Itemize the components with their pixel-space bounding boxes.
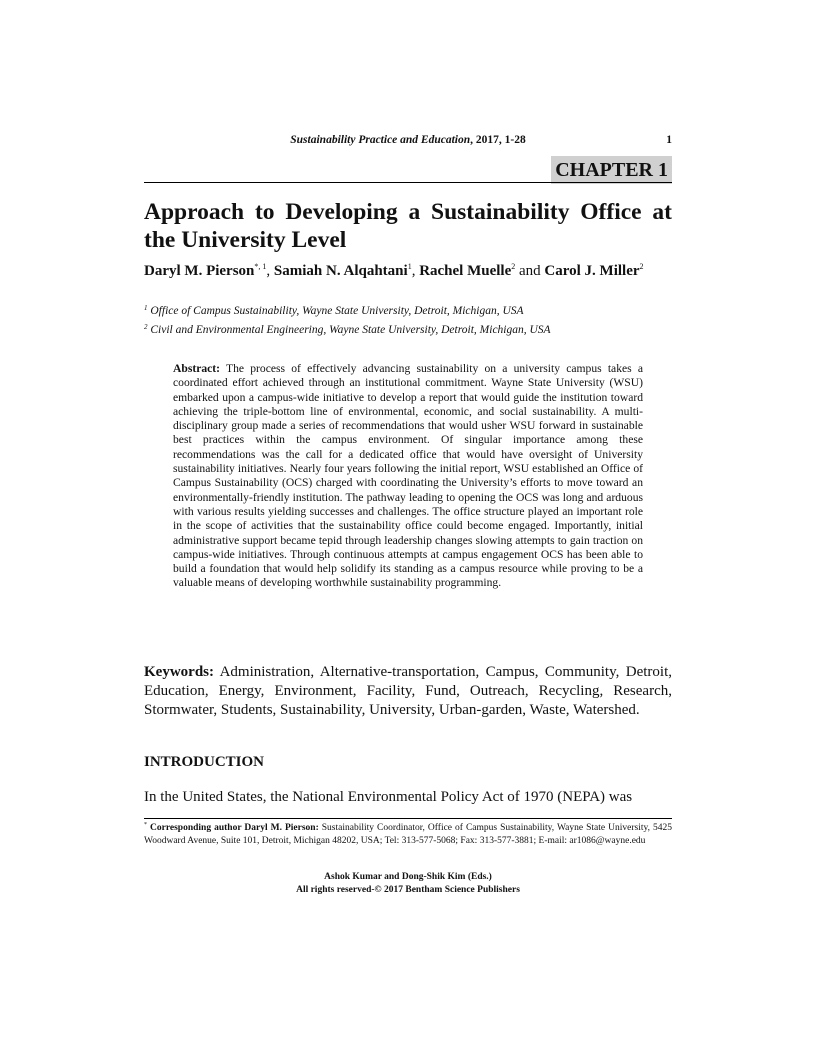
author-affiliation-mark: 2 <box>511 262 516 271</box>
affiliation <box>144 324 672 336</box>
footnote-label: Corresponding author Daryl M. Pierson: <box>150 823 319 833</box>
journal-citation <box>144 134 672 146</box>
rights-notice: All rights reserved-© 2017 Bentham Science Publishers <box>296 884 520 895</box>
affiliation <box>144 305 672 317</box>
author-name: Daryl M. Pierson <box>144 263 255 279</box>
publisher-info <box>144 871 672 896</box>
author-name: Rachel Muelle <box>419 263 512 279</box>
author-affiliation-mark: 2 <box>639 262 644 271</box>
author-separator: , <box>266 263 274 279</box>
abstract <box>173 362 643 591</box>
section-heading: INTRODUCTION <box>144 754 265 770</box>
page-number: 1 <box>666 134 672 146</box>
journal-name: Sustainability Practice and Education <box>290 134 471 146</box>
paper-title: Approach to Developing a Sustainability Office at the University Level <box>144 199 672 253</box>
keywords <box>144 663 672 720</box>
keywords-label: Keywords: <box>144 664 214 680</box>
footnote-mark: * <box>144 822 147 828</box>
abstract-label: Abstract: <box>173 362 221 375</box>
affiliation-mark: 2 <box>144 323 148 331</box>
body-paragraph: In the United States, the National Environmental Policy Act of 1970 (NEPA) was <box>144 789 633 805</box>
affiliation-text: Office of Campus Sustainability, Wayne State University, Detroit, Michigan, USA <box>150 305 524 317</box>
footnote-divider <box>144 818 672 819</box>
author-list <box>144 262 672 280</box>
editors: Ashok Kumar and Dong-Shik Kim (Eds.) <box>324 872 492 882</box>
affiliation-text: Civil and Environmental Engineering, Wayne State University, Detroit, Michigan, USA <box>150 324 551 336</box>
footnote-text: Sustainability Coordinator, Office of Campus Sustainability, Wayne State University, 5425 Woodward Avenue, Suite 101, Detroit, Michigan 48202, USA; Tel: 313-577-5068; Fax: 313-577-3881; E-mail: ar1086@wayne.edu <box>144 823 672 846</box>
affiliation-mark: 1 <box>144 304 148 312</box>
author-name: Samiah N. Alqahtani <box>273 263 408 279</box>
abstract-text: The process of effectively advancing sustainability on a university campus takes a coordinated effort achieved through an institutional commitment. Wayne State University (WSU) embarked upon a campus-wide initiative to develop a report that would guide the institution toward achieving the triple-bottom line of environmental, economic, and social sustainability. A multi-disciplinary group made a series of recommendations that would usher WSU forward in sustainable best practices within the campus environment. Of singular importance among these recommendations was the call for a dedicated office that would have oversight of University sustainability initiatives. Nearly four years following the initial report, WSU established an Office of Campus Sustainability (OCS) charged with coordinating the University’s efforts to move toward an environmentally-friendly institution. The pathway leading to opening the OCS was long and arduous with various results yielding successes and challenges. The office structure played an important role in the scope of activities that the sustainability office could become engaged. Importantly, initial administrative support became tepid through leadership changes slowing attempts to gain traction on campus-wide initiatives. Through continuous attempts at campus engagement OCS has been able to build a foundation that would help solidify its standing as a campus resource while proving to be a valuable means of developing worthwhile sustainability programming. <box>173 362 643 590</box>
chapter-label: CHAPTER 1 <box>551 156 672 184</box>
author-separator: and <box>515 263 545 279</box>
header-divider <box>144 182 672 183</box>
author-affiliation-mark: 1 <box>407 262 412 271</box>
footnote <box>144 822 672 847</box>
keywords-text: Administration, Alternative-transportation, Campus, Community, Detroit, Education, Energy, Environment, Facility, Fund, Outreach, Recycling, Research, Stormwater, Students, Sustainability, University, Urban-garden, Waste, Watershed. <box>144 664 672 718</box>
journal-year-pages: , 2017, 1-28 <box>470 134 526 146</box>
author-name: Carol J. Miller <box>544 263 640 279</box>
author-affiliation-mark: *, 1 <box>254 262 267 271</box>
author-separator: , <box>411 263 420 279</box>
